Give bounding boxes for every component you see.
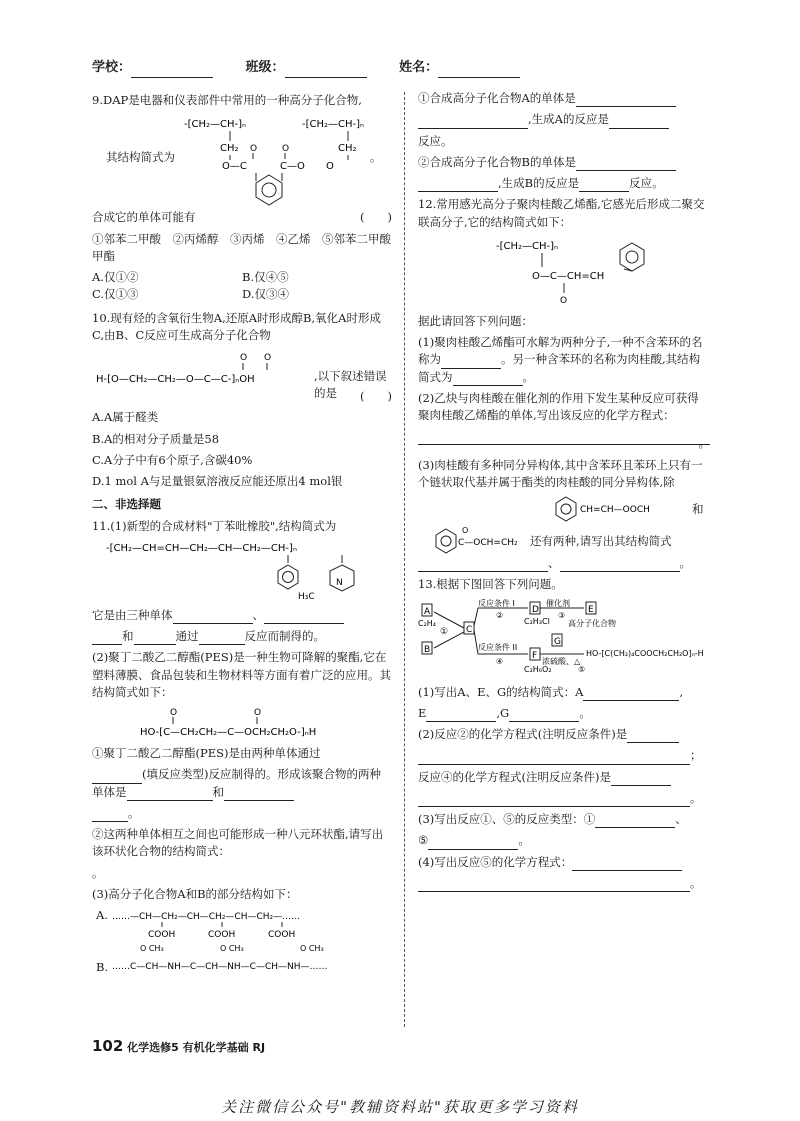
q11-monomer3-blank[interactable] (92, 632, 122, 645)
q11-a-reaction-blank[interactable] (609, 116, 669, 129)
svg-text:N: N (336, 577, 343, 588)
pvc-cinnamate-svg (418, 235, 708, 307)
class-label: 班级： (245, 60, 285, 75)
q9-structure-prefix: 其结构简式为 (106, 150, 175, 165)
svg-text:CH=CH—OOCH: CH=CH—OOCH (580, 505, 650, 515)
svg-text:O: O (326, 161, 334, 173)
q13-eq5-blank-b[interactable] (418, 879, 690, 892)
q12-isomer2-blank[interactable] (560, 559, 680, 572)
svg-text:-[CH₂—CH=CH—CH₂—CH—CH₂—CH-]ₙ: -[CH₂—CH=CH—CH₂—CH—CH₂—CH-]ₙ (106, 542, 297, 554)
svg-text:G: G (554, 636, 561, 647)
q11-part3: (3)高分子化合物A和B的部分结构如下： (92, 886, 298, 901)
polymer-ab-svg (110, 907, 400, 977)
school-blank[interactable] (131, 63, 213, 78)
svg-text:O: O (462, 526, 469, 535)
svg-text:C: C (466, 624, 473, 635)
q10-structure (92, 348, 392, 401)
q13-eq5-blank-a[interactable] (572, 858, 682, 871)
q11-b-reaction-blank[interactable] (579, 179, 629, 192)
svg-text:C₂H₄: C₂H₄ (418, 618, 437, 628)
svg-text:C₂H₆O₂: C₂H₆O₂ (524, 664, 552, 674)
q12-a3: (3)肉桂酸有多种同分异构体,其中含苯环且苯环上只有一个链状取代基并属于酯类的肉桂酸的同分异构体,除 (418, 457, 703, 489)
book-title: 化学选修5 有机化学基础 RJ (127, 1041, 266, 1054)
q10-stem: 10.现有烃的含氧衍生物A,还原A时形成醇B,氧化A时形成C,由B、C反应可生成高分子化合物 (92, 310, 381, 342)
svg-text:……—CH—CH₂—CH—CH₂—CH—CH₂—……: ……—CH—CH₂—CH—CH₂—CH—CH₂—…… (112, 912, 301, 922)
q9-monomers: ①邻苯二甲酸 ②丙烯醇 ③丙烯 ④乙烯 ⑤邻苯二甲酸甲酯 (92, 231, 391, 263)
q11-p3-b-label: B. (96, 960, 109, 974)
q11-r2b: ,生成B的反应是 反应。 (418, 175, 710, 192)
svg-text:H-[O—CH₂—CH₂—O—C—C-]ₙOH: H-[O—CH₂—CH₂—O—C—C-]ₙOH (96, 374, 255, 385)
q12-isomer-blanks: 、 。 (418, 555, 710, 572)
q13-a3b: ⑤ 。 (418, 832, 710, 849)
svg-text:④: ④ (496, 656, 504, 666)
q9-question: 合成它的单体可能有 ( ) (92, 209, 392, 226)
page-footer (92, 1035, 265, 1058)
q11-b-monomer-cont[interactable] (418, 179, 498, 192)
q11-p2e: ②这两种单体相互之间也可能形成一种八元环状酯,请写出该环状化合物的结构简式： (92, 827, 384, 859)
svg-text:O CH₃: O CH₃ (300, 944, 324, 953)
q12-a2-end: 。 (698, 436, 710, 451)
svg-text:H₃C: H₃C (298, 591, 315, 601)
reaction-scheme-svg (418, 598, 708, 678)
dap-structure-svg (92, 113, 392, 209)
q13-a4-line: 。 (418, 790, 710, 807)
q11-b-monomer-blank[interactable] (576, 158, 676, 171)
svg-text:-[CH₂—CH-]ₙ: -[CH₂—CH-]ₙ (184, 119, 247, 131)
q9-option-d[interactable]: D.仅③④ (242, 287, 289, 302)
q12-cinnamic-blank[interactable] (453, 373, 523, 386)
q11-p1-fill: 它是由三种单体 、 (92, 607, 392, 624)
svg-text:C₂H₃Cl: C₂H₃Cl (524, 616, 550, 626)
svg-text:②: ② (496, 610, 504, 620)
q9-options-row2 (92, 286, 392, 303)
q12-isomer1-blank[interactable] (418, 559, 548, 572)
q13-type1-blank[interactable] (595, 815, 675, 828)
q9-stem: 9.DAP是电器和仪表部件中常用的一种高分子化合物, (92, 93, 362, 107)
promo-note: 关注微信公众号"教辅资料站"获取更多学习资料 (221, 1098, 579, 1116)
q9-option-b[interactable]: B.仅④⑤ (242, 270, 289, 284)
svg-text:O: O (264, 353, 272, 363)
q13-eq4-blank-b[interactable] (418, 794, 690, 807)
svg-text:COOH: COOH (268, 930, 296, 940)
node-a: A (424, 606, 431, 617)
svg-text:D: D (532, 604, 539, 615)
q13-g-blank[interactable] (509, 709, 579, 722)
q11-part3-structures (92, 907, 392, 977)
q11-a-monomer-cont[interactable] (418, 116, 528, 129)
svg-text:反应条件 II: 反应条件 II (478, 642, 518, 652)
svg-text:O—C—CH=CH: O—C—CH=CH (532, 270, 605, 282)
rubber-structure-svg (92, 539, 392, 601)
q11-a-monomer-blank[interactable] (576, 94, 676, 107)
q12-and: 和 (692, 502, 704, 516)
svg-text:F: F (532, 650, 538, 661)
q13-eq4-blank-a[interactable] (611, 773, 671, 786)
q10-paren[interactable]: ( ) (360, 389, 392, 403)
q9-option-a[interactable]: A.仅①② (92, 270, 139, 284)
q13-a-blank[interactable] (583, 688, 679, 701)
svg-text:HO-[C—CH₂CH₂—C—OCH₂CH₂O-]ₙH: HO-[C—CH₂CH₂—C—OCH₂CH₂O-]ₙH (140, 727, 317, 738)
svg-text:O: O (170, 708, 178, 718)
q11-pes-monomer2-blank[interactable] (224, 788, 294, 801)
svg-text:反应条件 I: 反应条件 I (478, 598, 515, 608)
column-divider (404, 92, 405, 1027)
svg-text:CH₂: CH₂ (220, 143, 239, 155)
q12-stem: 12.常用感光高分子聚肉桂酸乙烯酯,它感光后形成二聚交联高分子,它的结构简式如下： (418, 197, 705, 229)
q13-a5: (4)写出反应⑤的化学方程式： (418, 854, 710, 871)
q13-eq2-blank-b[interactable] (418, 752, 690, 765)
right-column (418, 90, 710, 896)
svg-text:浓硫酸、△: 浓硫酸、△ (542, 656, 581, 666)
q11-p3-a-label: A. (96, 908, 108, 922)
q10-tail: ,以下叙述错误的是 (314, 369, 387, 401)
q11-p2b: (填反应类型)反应制得的。形成该聚合物的两种单体是 和 (92, 766, 392, 801)
svg-text:O: O (560, 295, 568, 306)
svg-text:O: O (250, 144, 258, 155)
svg-text:催化剂: 催化剂 (546, 598, 570, 608)
svg-text:COOH: COOH (148, 930, 176, 940)
q13-a1b: E ,G 。 (418, 705, 710, 722)
q13-stem: 13.根据下图回答下列问题。 (418, 577, 563, 592)
left-column (92, 90, 392, 977)
q11-p1-fill2: 和 通过 反应而制得的。 (92, 628, 392, 645)
svg-text:高分子化合物: 高分子化合物 (568, 618, 616, 628)
q11-monomer4-blank[interactable] (134, 632, 176, 645)
q11-r1c: 反应。 (418, 133, 453, 148)
name-blank[interactable] (438, 63, 520, 78)
header (92, 58, 548, 78)
q13-a5-line: 。 (418, 875, 710, 892)
q13-a2: (2)反应②的化学方程式(注明反应条件)是 (418, 726, 710, 743)
page-number: 102 (92, 1037, 124, 1055)
svg-text:-[CH₂—CH-]ₙ: -[CH₂—CH-]ₙ (496, 240, 559, 252)
svg-text:O: O (240, 353, 248, 363)
q10-option-a[interactable]: A.A属于醛类 (92, 410, 159, 425)
q11-p2f: 。 (92, 865, 104, 880)
q11-reaction-type-blank[interactable] (92, 771, 142, 784)
q12-ask: 据此请回答下列问题： (418, 313, 533, 328)
q13-e-blank[interactable] (426, 709, 496, 722)
q13-a4: 反应④的化学方程式(注明反应条件)是 (418, 769, 710, 786)
svg-text:-[CH₂—CH-]ₙ: -[CH₂—CH-]ₙ (302, 119, 365, 131)
q11-pes-monomer1-blank[interactable] (127, 788, 213, 801)
q12-alcohol-blank[interactable] (441, 356, 501, 369)
q11-monomer1-blank[interactable] (173, 611, 253, 624)
svg-text:O—C: O—C (222, 161, 247, 173)
name-label: 姓名： (399, 60, 439, 75)
svg-text:⑤: ⑤ (578, 664, 586, 674)
svg-text:E: E (588, 604, 594, 615)
q12-a2: (2)乙炔与肉桂酸在催化剂的作用下发生某种反应可获得聚肉桂酸乙烯酯的单体,写出该反应的化学方程式： (418, 390, 699, 422)
q13-eq2-blank-a[interactable] (627, 730, 679, 743)
svg-text:③: ③ (558, 610, 566, 620)
q13-a3: (3)写出反应①、⑤的反应类型：① 、 (418, 811, 710, 828)
q12-a1: (1)聚肉桂酸乙烯酯可水解为两种分子,一种不含苯环的名称为 。另一种含苯环的名称为肉桂酸,其结构简式为 。 (418, 334, 710, 386)
q11-pes-monomer2-cont[interactable] (92, 809, 128, 822)
svg-text:C—O: C—O (280, 161, 305, 173)
school-label: 学校： (92, 60, 132, 75)
class-blank[interactable] (285, 63, 367, 78)
q10-option-b[interactable]: B.A的相对分子质量是58 (92, 431, 220, 446)
svg-text:O CH₃: O CH₃ (220, 944, 244, 953)
svg-text:B: B (424, 644, 431, 655)
q9-structure (92, 113, 392, 209)
q9-option-c[interactable]: C.仅①③ (92, 287, 139, 302)
svg-text:O: O (254, 708, 262, 718)
q11-r2: ②合成高分子化合物B的单体是 (418, 154, 710, 171)
q10-option-c[interactable]: C.A分子中有6个原子,含碳40% (92, 452, 253, 467)
q11-p2a: ①聚丁二酸乙二醇酯(PES)是由两种单体通过 (92, 746, 321, 760)
svg-text:CH₂: CH₂ (338, 143, 357, 155)
svg-text:COOH: COOH (208, 930, 236, 940)
svg-text:C—OCH=CH₂: C—OCH=CH₂ (458, 538, 518, 548)
q11-part2: (2)聚丁二酸乙二醇酯(PES)是一种生物可降解的聚酯,它在塑料薄膜、食品包装和生物材料等方面有着广泛的应用。其结构简式如下： (92, 650, 391, 699)
q10-polymer-svg (92, 348, 322, 388)
svg-text:①: ① (440, 626, 449, 637)
svg-text:O CH₃: O CH₃ (140, 944, 164, 953)
svg-text:……C—CH—NH—C—CH—NH—C—CH—NH—……: ……C—CH—NH—C—CH—NH—C—CH—NH—…… (112, 962, 328, 972)
q11-r1b: ,生成A的反应是 (418, 111, 710, 128)
q9-options-row1 (92, 269, 392, 286)
svg-text:HO-[C(CH₂)₄COOCH₂CH₂O]ₙ-H: HO-[C(CH₂)₄COOCH₂CH₂O]ₙ-H (586, 648, 704, 658)
svg-text:O: O (282, 144, 290, 155)
q11-r1: ①合成高分子化合物A的单体是 (418, 90, 710, 107)
q12-a3b: 还有两种,请写出其结构简式 (530, 534, 672, 548)
q10-option-d[interactable]: D.1 mol A与足量银氨溶液反应能还原出4 mol银 (92, 474, 343, 488)
q13-type5-blank[interactable] (428, 837, 518, 850)
q11-part1: 11.(1)新型的合成材料"丁苯吡橡胶",结构简式为 (92, 518, 337, 533)
q11-reaction-blank[interactable] (199, 632, 245, 645)
q13-a2-line: ； (418, 747, 710, 764)
q11-p2d: 。 (92, 805, 392, 822)
q13-a1: (1)写出A、E、G的结构简式：A , (418, 684, 710, 701)
q9-period: 。 (370, 150, 382, 165)
q9-answer-paren[interactable]: ( ) (360, 210, 392, 225)
q12-isomers (418, 495, 710, 555)
section-title: 二、非选择题 (92, 497, 161, 512)
q11-monomer2-blank[interactable] (264, 611, 344, 624)
pes-structure-svg (92, 705, 392, 739)
